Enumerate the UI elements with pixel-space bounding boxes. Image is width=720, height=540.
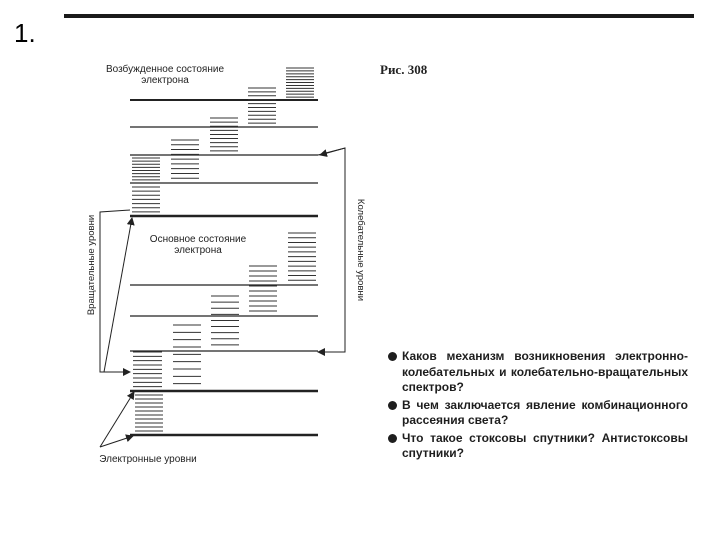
- bullet-icon: [388, 434, 397, 443]
- ground-state-line-1: Основное состояние: [149, 234, 247, 245]
- bullet-icon: [388, 401, 397, 410]
- excited-state-line-1: Возбужденное состояние: [105, 64, 225, 75]
- vibrational-arrow-return: [318, 148, 345, 352]
- question-text: В чем заключается явление комбинационного рассеяния света?: [402, 397, 688, 427]
- electronic-arrow-2: [100, 392, 134, 447]
- ground-state-caption: [150, 234, 247, 256]
- figure-label: Рис. 308: [380, 62, 428, 77]
- rotational-levels-label: Вращательные уровни: [86, 214, 97, 316]
- question-list: [388, 349, 688, 464]
- question-item: [388, 431, 688, 462]
- vibrational-arrow-right: [318, 148, 345, 352]
- electronic-arrow-1: [100, 436, 133, 447]
- ground-state-line-2: электрона: [174, 245, 222, 256]
- excited-state-line-2: электрона: [141, 75, 189, 86]
- vibrational-levels-label: Колебательные уровни: [355, 198, 366, 302]
- energy-levels: [130, 68, 318, 435]
- bullet-icon: [388, 352, 397, 361]
- question-item: [388, 349, 688, 396]
- slide-number: 1.: [14, 18, 36, 48]
- rotational-arrow-left: [100, 210, 130, 372]
- electronic-levels-label: Электронные уровни: [99, 454, 197, 465]
- transition-arrows: [100, 148, 345, 447]
- question-item: [388, 398, 688, 429]
- question-text: Что такое стоксовы спутники? Антистоксовы спутники?: [402, 430, 688, 460]
- question-text: Каков механизм возникновения электронно-колебательных и колебательно-вращательных спектров?: [402, 349, 688, 394]
- excited-state-caption: [106, 63, 224, 86]
- rotational-arrow-up: [104, 218, 132, 372]
